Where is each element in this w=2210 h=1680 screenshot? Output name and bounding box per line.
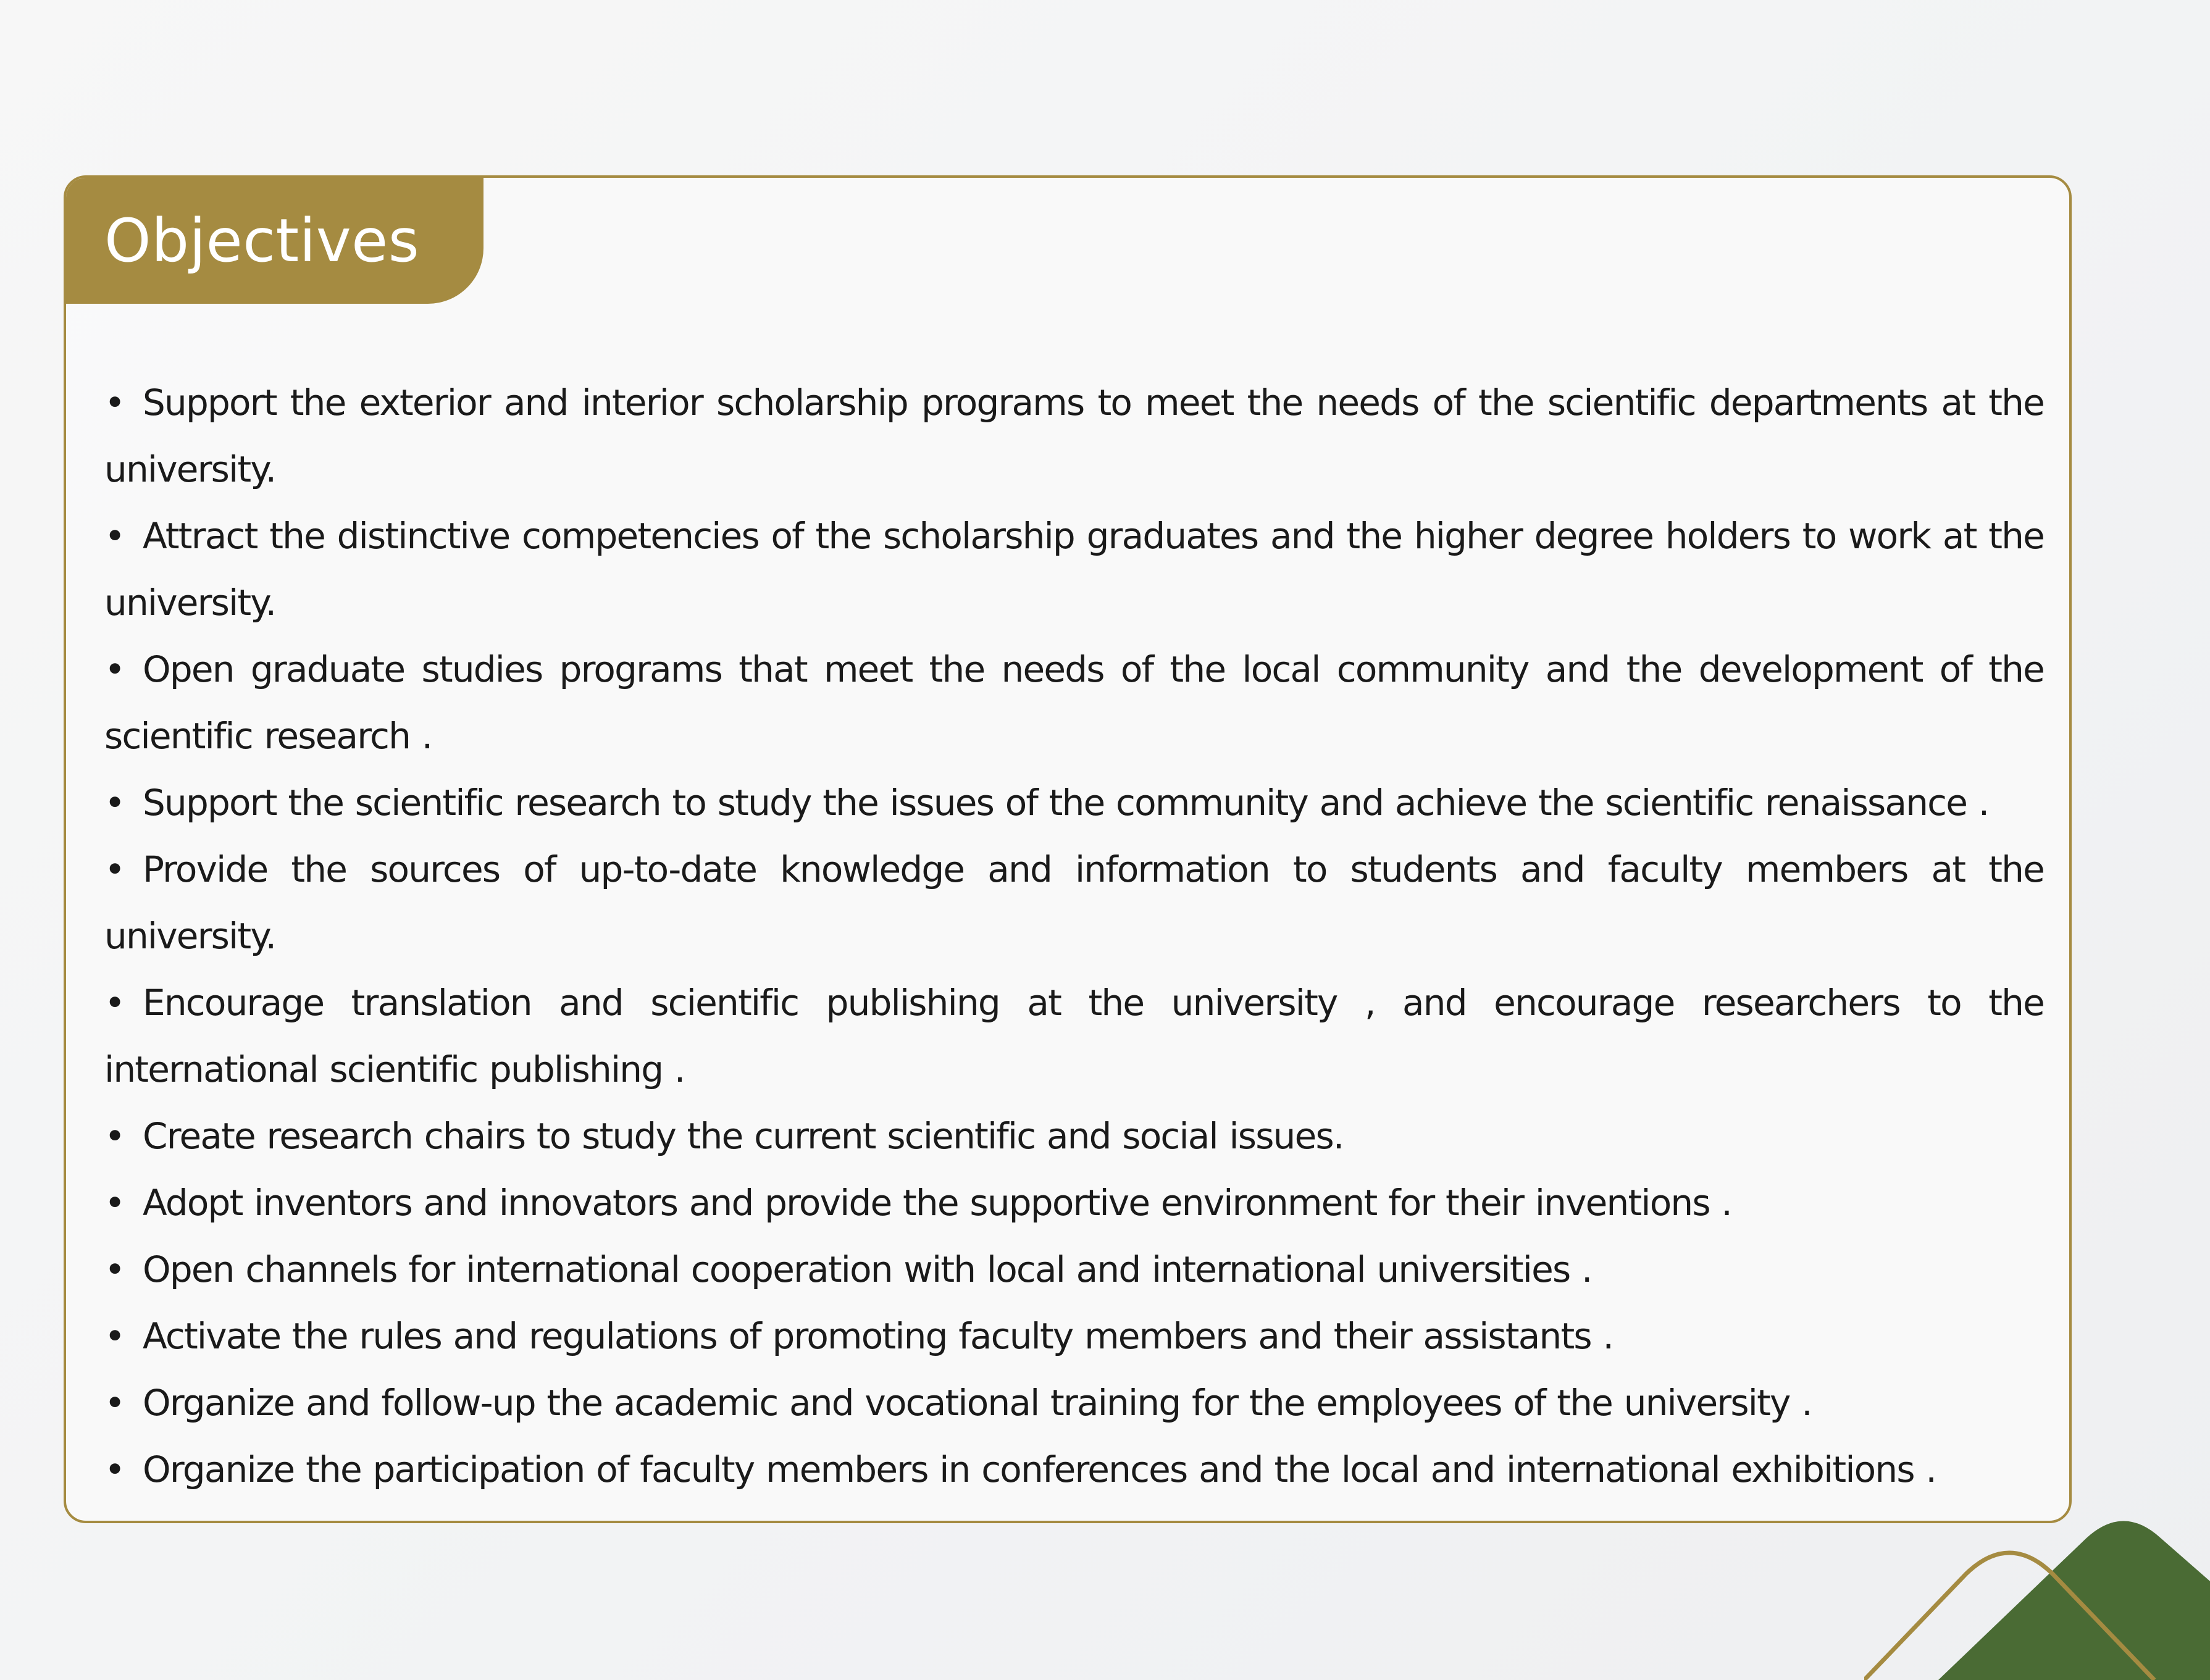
- objectives-title: Objectives: [104, 206, 420, 275]
- objective-item: [104, 769, 2044, 836]
- bullet-icon: •: [104, 1382, 126, 1424]
- objective-text: Attract the distinctive competencies of the scholarship graduates and the higher degree holders to work at the university.: [104, 515, 2044, 624]
- bullet-icon: •: [104, 782, 126, 824]
- bullet-icon: •: [104, 1115, 126, 1157]
- objective-text: Organize the participation of faculty members in conferences and the local and international exhibitions .: [143, 1448, 1936, 1490]
- objective-item: [104, 969, 2044, 1103]
- objective-item: [104, 503, 2044, 636]
- objective-item: [104, 1303, 2044, 1369]
- bullet-icon: •: [104, 848, 126, 890]
- green-corner-shape: [1938, 1521, 2210, 1680]
- bullet-icon: •: [104, 1182, 126, 1224]
- objective-item: [104, 1236, 2044, 1303]
- objective-text: Organize and follow-up the academic and vocational training for the employees of the university .: [143, 1382, 1812, 1424]
- bullet-icon: •: [104, 382, 126, 424]
- objective-text: Encourage translation and scientific publishing at the university , and encourage researchers to the international scientific publishing .: [104, 982, 2044, 1090]
- objective-item: [104, 1436, 2044, 1503]
- objective-text: Support the exterior and interior scholarship programs to meet the needs of the scientific departments at the university.: [104, 382, 2044, 490]
- objective-text: Create research chairs to study the current scientific and social issues.: [143, 1115, 1344, 1157]
- objective-text: Open graduate studies programs that meet the needs of the local community and the development of the scientific research .: [104, 648, 2044, 757]
- objectives-list: [104, 369, 2044, 1503]
- objective-text: Activate the rules and regulations of promoting faculty members and their assistants .: [143, 1315, 1614, 1357]
- objective-item: [104, 836, 2044, 969]
- objective-item: [104, 636, 2044, 769]
- objective-item: [104, 1103, 2044, 1169]
- objective-item: [104, 1169, 2044, 1236]
- corner-decoration: [1864, 1519, 2210, 1680]
- bullet-icon: •: [104, 1248, 126, 1290]
- objective-item: [104, 1369, 2044, 1436]
- objective-text: Provide the sources of up-to-date knowledge and information to students and faculty members at the university.: [104, 848, 2044, 957]
- objectives-header-tab: [66, 178, 483, 304]
- bullet-icon: •: [104, 515, 126, 557]
- objective-text: Open channels for international cooperation with local and international universities .: [143, 1248, 1592, 1290]
- objective-item: [104, 369, 2044, 503]
- objective-text: Support the scientific research to study the issues of the community and achieve the scientific renaissance .: [143, 782, 1989, 824]
- bullet-icon: •: [104, 648, 126, 690]
- objectives-panel: [64, 175, 2072, 1523]
- bullet-icon: •: [104, 982, 126, 1024]
- bullet-icon: •: [104, 1448, 126, 1490]
- bullet-icon: •: [104, 1315, 126, 1357]
- objective-text: Adopt inventors and innovators and provide the supportive environment for their inventions .: [143, 1182, 1732, 1224]
